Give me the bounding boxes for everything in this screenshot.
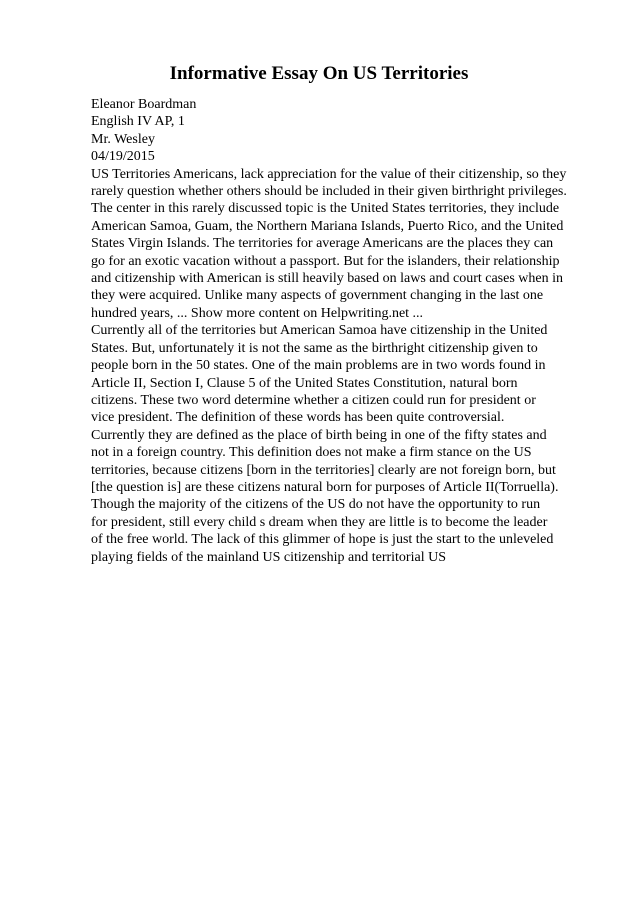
text-line: US Territories Americans, lack appreciation for the value of their citizenship, so they bbox=[91, 166, 567, 182]
text-line: territories, because citizens [born in the territories] clearly are not foreign born, but bbox=[91, 462, 556, 478]
text-line: they were acquired. Unlike many aspects of government changing in the last one bbox=[91, 288, 544, 304]
text-line: vice president. The definition of these words has been quite controversial. bbox=[91, 410, 505, 426]
text-line: for president, still every child s dream when they are little is to become the leader bbox=[91, 514, 548, 530]
text-line: not in a foreign country. This definition does not make a firm stance on the US bbox=[91, 445, 532, 461]
text-line: The center in this rarely discussed topic is the United States territories, they include bbox=[91, 201, 560, 217]
text-line: English IV AP, 1 bbox=[91, 114, 185, 130]
text-line: States. But, unfortunately it is not the same as the birthright citizenship given to bbox=[91, 340, 538, 356]
text-line: Currently they are defined as the place of birth being in one of the fifty states and bbox=[91, 427, 547, 443]
text-line: people born in the 50 states. One of the main problems are in two words found in bbox=[91, 358, 546, 374]
text-line: American Samoa, Guam, the Northern Mariana Islands, Puerto Rico, and the United bbox=[91, 218, 564, 234]
text-line: Article II, Section I, Clause 5 of the United States Constitution, natural born bbox=[91, 375, 518, 391]
document-title: Informative Essay On US Territories bbox=[169, 63, 469, 84]
text-line: Eleanor Boardman bbox=[91, 97, 197, 112]
text-line: Mr. Wesley bbox=[91, 131, 155, 147]
text-line: Currently all of the territories but American Samoa have citizenship in the United bbox=[91, 323, 548, 339]
text-line: playing fields of the mainland US citizenship and territorial US bbox=[91, 549, 446, 565]
text-line: 04/19/2015 bbox=[91, 149, 155, 165]
text-line: of the free world. The lack of this glimmer of hope is just the start to the unleveled bbox=[91, 532, 554, 548]
text-line: go for an exotic vacation without a passport. But for the islanders, their relationship bbox=[91, 253, 560, 269]
text-line: [the question is] are these citizens natural born for purposes of Article II(Torruella). bbox=[91, 479, 559, 495]
text-line: and citizenship with American is still heavily based on laws and court cases when in bbox=[91, 271, 563, 287]
document-body bbox=[91, 96, 591, 566]
text-line: States Virgin Islands. The territories for average Americans are the places they can bbox=[91, 236, 554, 252]
text-line: rarely question whether others should be included in their given birthright privileges. bbox=[91, 184, 567, 200]
text-line: Though the majority of the citizens of the US do not have the opportunity to run bbox=[91, 497, 541, 513]
text-line: citizens. These two word determine whether a citizen could run for president or bbox=[91, 392, 536, 408]
text-line: hundred years, ... Show more content on Helpwriting.net ... bbox=[91, 305, 424, 321]
